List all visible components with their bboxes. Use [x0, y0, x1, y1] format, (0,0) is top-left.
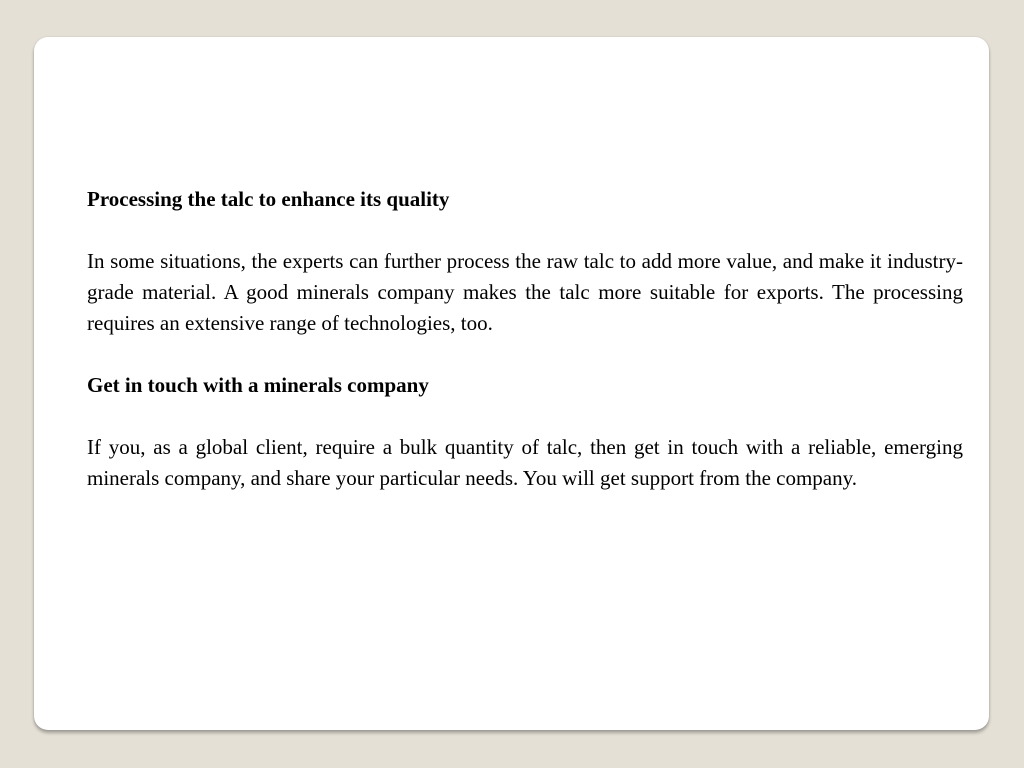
section-body-processing: In some situations, the experts can further process the raw talc to add more value, and make it industry-grade material. A good minerals company makes the talc more suitable for exports. The processing requires an extensive range of technologies, too.: [87, 249, 963, 335]
slide-content: [87, 184, 963, 494]
section-heading-processing: Processing the talc to enhance its quality: [87, 187, 450, 211]
spacer: [87, 401, 963, 432]
spacer: [87, 339, 963, 370]
section-heading-contact: Get in touch with a minerals company: [87, 373, 429, 397]
slide-card: [34, 37, 989, 730]
section-body-contact: If you, as a global client, require a bulk quantity of talc, then get in touch with a reliable, emerging minerals company, and share your particular needs. You will get support from the company.: [87, 435, 963, 490]
spacer: [87, 215, 963, 246]
